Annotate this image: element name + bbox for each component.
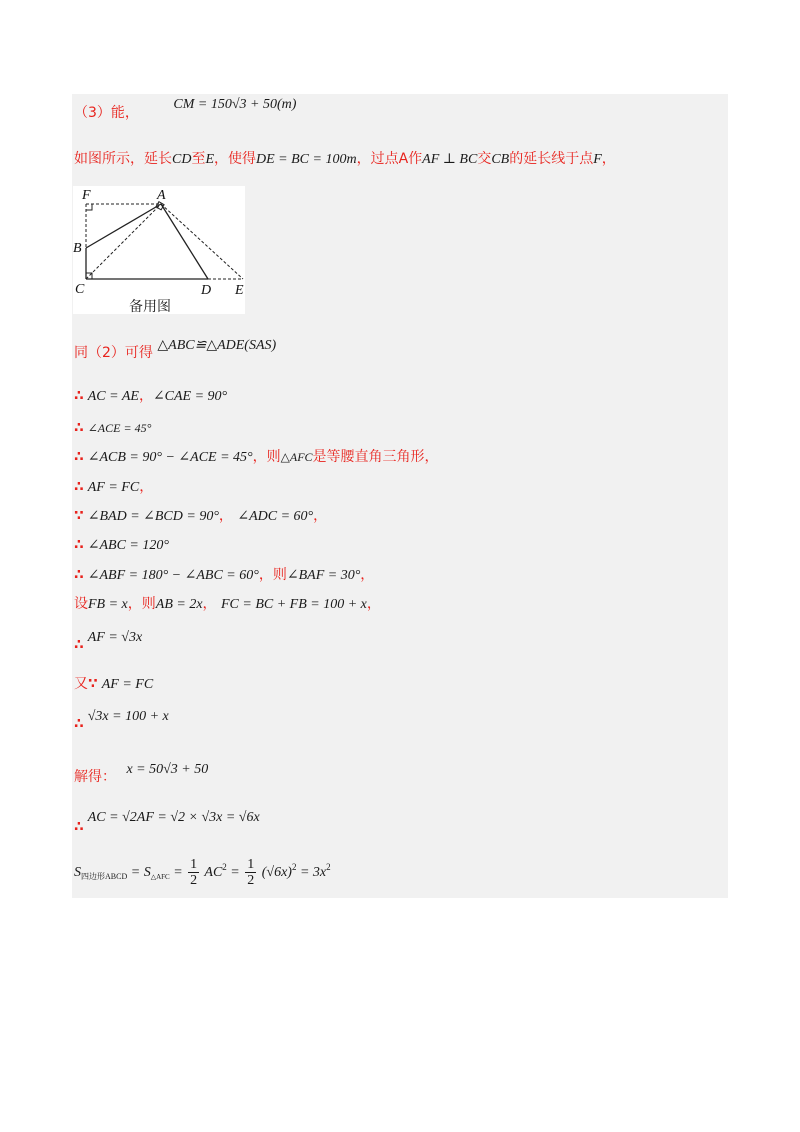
area-expression: [74, 857, 331, 888]
segment-cd: CD: [172, 152, 192, 167]
area-symbol: S: [143, 864, 151, 880]
cm-expression: CM = 150√3 + 50(m): [173, 97, 297, 112]
step-ac-value: [74, 808, 260, 835]
step-let-fb: [74, 595, 381, 614]
exponent: 2: [291, 861, 297, 872]
equals-sign: =: [130, 864, 141, 880]
angle-acb-expression: ∠ACB = 90° − ∠ACE = 45°: [87, 450, 253, 465]
exponent: 2: [222, 861, 227, 872]
step-text: ，则: [252, 449, 281, 465]
therefore-symbol: ∴: [74, 819, 84, 835]
step-again: [74, 675, 153, 694]
equals-sign: =: [173, 864, 183, 880]
area-subscript: 四边形ABCD: [81, 871, 128, 881]
angle-abc-expression: ∠ABC = 120°: [87, 538, 169, 553]
angle-cae-expression: ∠CAE = 90°: [152, 389, 228, 404]
af-perp-bc-expression: AF ⊥ BC: [422, 152, 478, 167]
ae-dashed-line: [161, 204, 243, 279]
step-text: ，: [138, 388, 153, 404]
step-bad-bcd: [74, 507, 327, 526]
step-text: 又: [74, 676, 88, 692]
geometry-figure: [73, 186, 245, 314]
angle-bad-expression: ∠BAD = ∠BCD = 90°: [87, 509, 219, 524]
label-b: B: [73, 241, 82, 256]
figure-caption: 备用图: [129, 299, 171, 315]
step-solve: [74, 760, 209, 785]
ac-term: AC: [204, 864, 223, 880]
point-f: F: [593, 152, 602, 167]
step-text: ，: [360, 567, 375, 583]
construction-text: 交: [477, 151, 492, 167]
equation-expression: √3x = 100 + x: [87, 709, 169, 724]
half-fraction: [245, 857, 256, 888]
therefore-symbol: ∴: [74, 567, 84, 583]
label-f: F: [82, 188, 91, 203]
fraction-numerator: 1: [190, 857, 198, 872]
geometry-diagram: [73, 186, 245, 314]
angle-adc-expression: ∠ADC = 60°: [237, 509, 314, 524]
step-text: ，: [366, 596, 381, 612]
step-text: 设: [74, 596, 88, 612]
construction-text: ，过点A作: [356, 151, 423, 167]
construction-text: 的延长线于点: [509, 151, 594, 167]
therefore-symbol: ∴: [74, 716, 84, 732]
construction-text: ，使得: [214, 151, 257, 167]
ac-ae-expression: AC = AE: [87, 389, 139, 404]
step-text: 同（2）可得: [74, 345, 153, 361]
area-result: = 3x: [299, 864, 327, 880]
ad-line: [161, 204, 208, 279]
part3-label: （3）能，: [74, 105, 139, 121]
x-solution-expression: x = 50√3 + 50: [126, 762, 209, 777]
fb-x-expression: FB = x: [88, 597, 128, 612]
therefore-symbol: ∴: [74, 449, 84, 465]
point-e: E: [205, 152, 215, 167]
af-fc-expression: AF = FC: [101, 677, 154, 692]
step-equation: [74, 707, 169, 732]
because-symbol: ∵: [88, 676, 98, 692]
label-d: D: [201, 283, 212, 298]
de-bc-expression: DE = BC = 100m: [256, 152, 357, 167]
af-fc-expression: AF = FC: [87, 480, 140, 495]
triangle-afc: △AFC: [280, 450, 313, 464]
area-subscript: △AFC: [150, 872, 170, 881]
angle-ace-expression: ∠ACE = 45°: [87, 421, 152, 435]
ac-value-expression: AC = √2AF = √2 × √3x = √6x: [87, 810, 260, 825]
step-af-fc: [74, 478, 153, 497]
label-e: E: [235, 283, 244, 298]
therefore-symbol: ∴: [74, 637, 84, 653]
right-angle-f-mark: [86, 204, 92, 210]
step-text: ，: [139, 479, 154, 495]
step-text: ，: [313, 508, 328, 524]
half-fraction: [188, 857, 199, 888]
fraction-denominator: 2: [190, 873, 198, 888]
step-acb: [74, 448, 439, 467]
step-text: ，则: [258, 567, 287, 583]
af-sqrt3x-expression: AF = √3x: [87, 630, 143, 645]
angle-baf-expression: ∠BAF = 30°: [286, 568, 361, 583]
label-a: A: [157, 188, 166, 203]
step-ace: [74, 419, 151, 437]
solve-label: 解得：: [74, 769, 116, 785]
step-ac-ae: [74, 387, 227, 406]
because-symbol: ∵: [74, 508, 84, 524]
construction-text: 如图所示，延长: [74, 151, 172, 167]
step-text: ，则: [127, 596, 156, 612]
step-text: ，: [202, 596, 217, 612]
step-congruence: [74, 338, 277, 363]
ab-2x-expression: AB = 2x: [155, 597, 203, 612]
area-symbol: S: [74, 864, 81, 880]
step-abc: [74, 536, 169, 555]
step-text: ，: [218, 508, 233, 524]
construction-line: [74, 150, 616, 169]
sqrt6x-term: (√6x): [261, 864, 292, 880]
therefore-symbol: ∴: [74, 388, 84, 404]
step-text: 是等腰直角三角形，: [312, 449, 439, 465]
congruence-expression: △ABC≌△ADE(SAS): [157, 338, 277, 353]
therefore-symbol: ∴: [74, 420, 84, 436]
label-c: C: [75, 282, 85, 297]
fraction-numerator: 1: [247, 857, 255, 872]
construction-text: 至: [191, 151, 206, 167]
ab-line: [86, 204, 161, 248]
therefore-symbol: ∴: [74, 479, 84, 495]
step-af-sqrt3x: [74, 628, 143, 653]
exponent: 2: [326, 861, 331, 872]
fc-expression: FC = BC + FB = 100 + x: [220, 597, 367, 612]
step-abf: [74, 566, 374, 585]
segment-cb: CB: [491, 152, 510, 167]
equals-sign: =: [230, 864, 240, 880]
fraction-denominator: 2: [247, 873, 255, 888]
angle-abf-expression: ∠ABF = 180° − ∠ABC = 60°: [87, 568, 259, 583]
step-area: [74, 857, 331, 888]
therefore-symbol: ∴: [74, 537, 84, 553]
construction-text: ，: [601, 151, 616, 167]
part3-line: [74, 97, 297, 123]
